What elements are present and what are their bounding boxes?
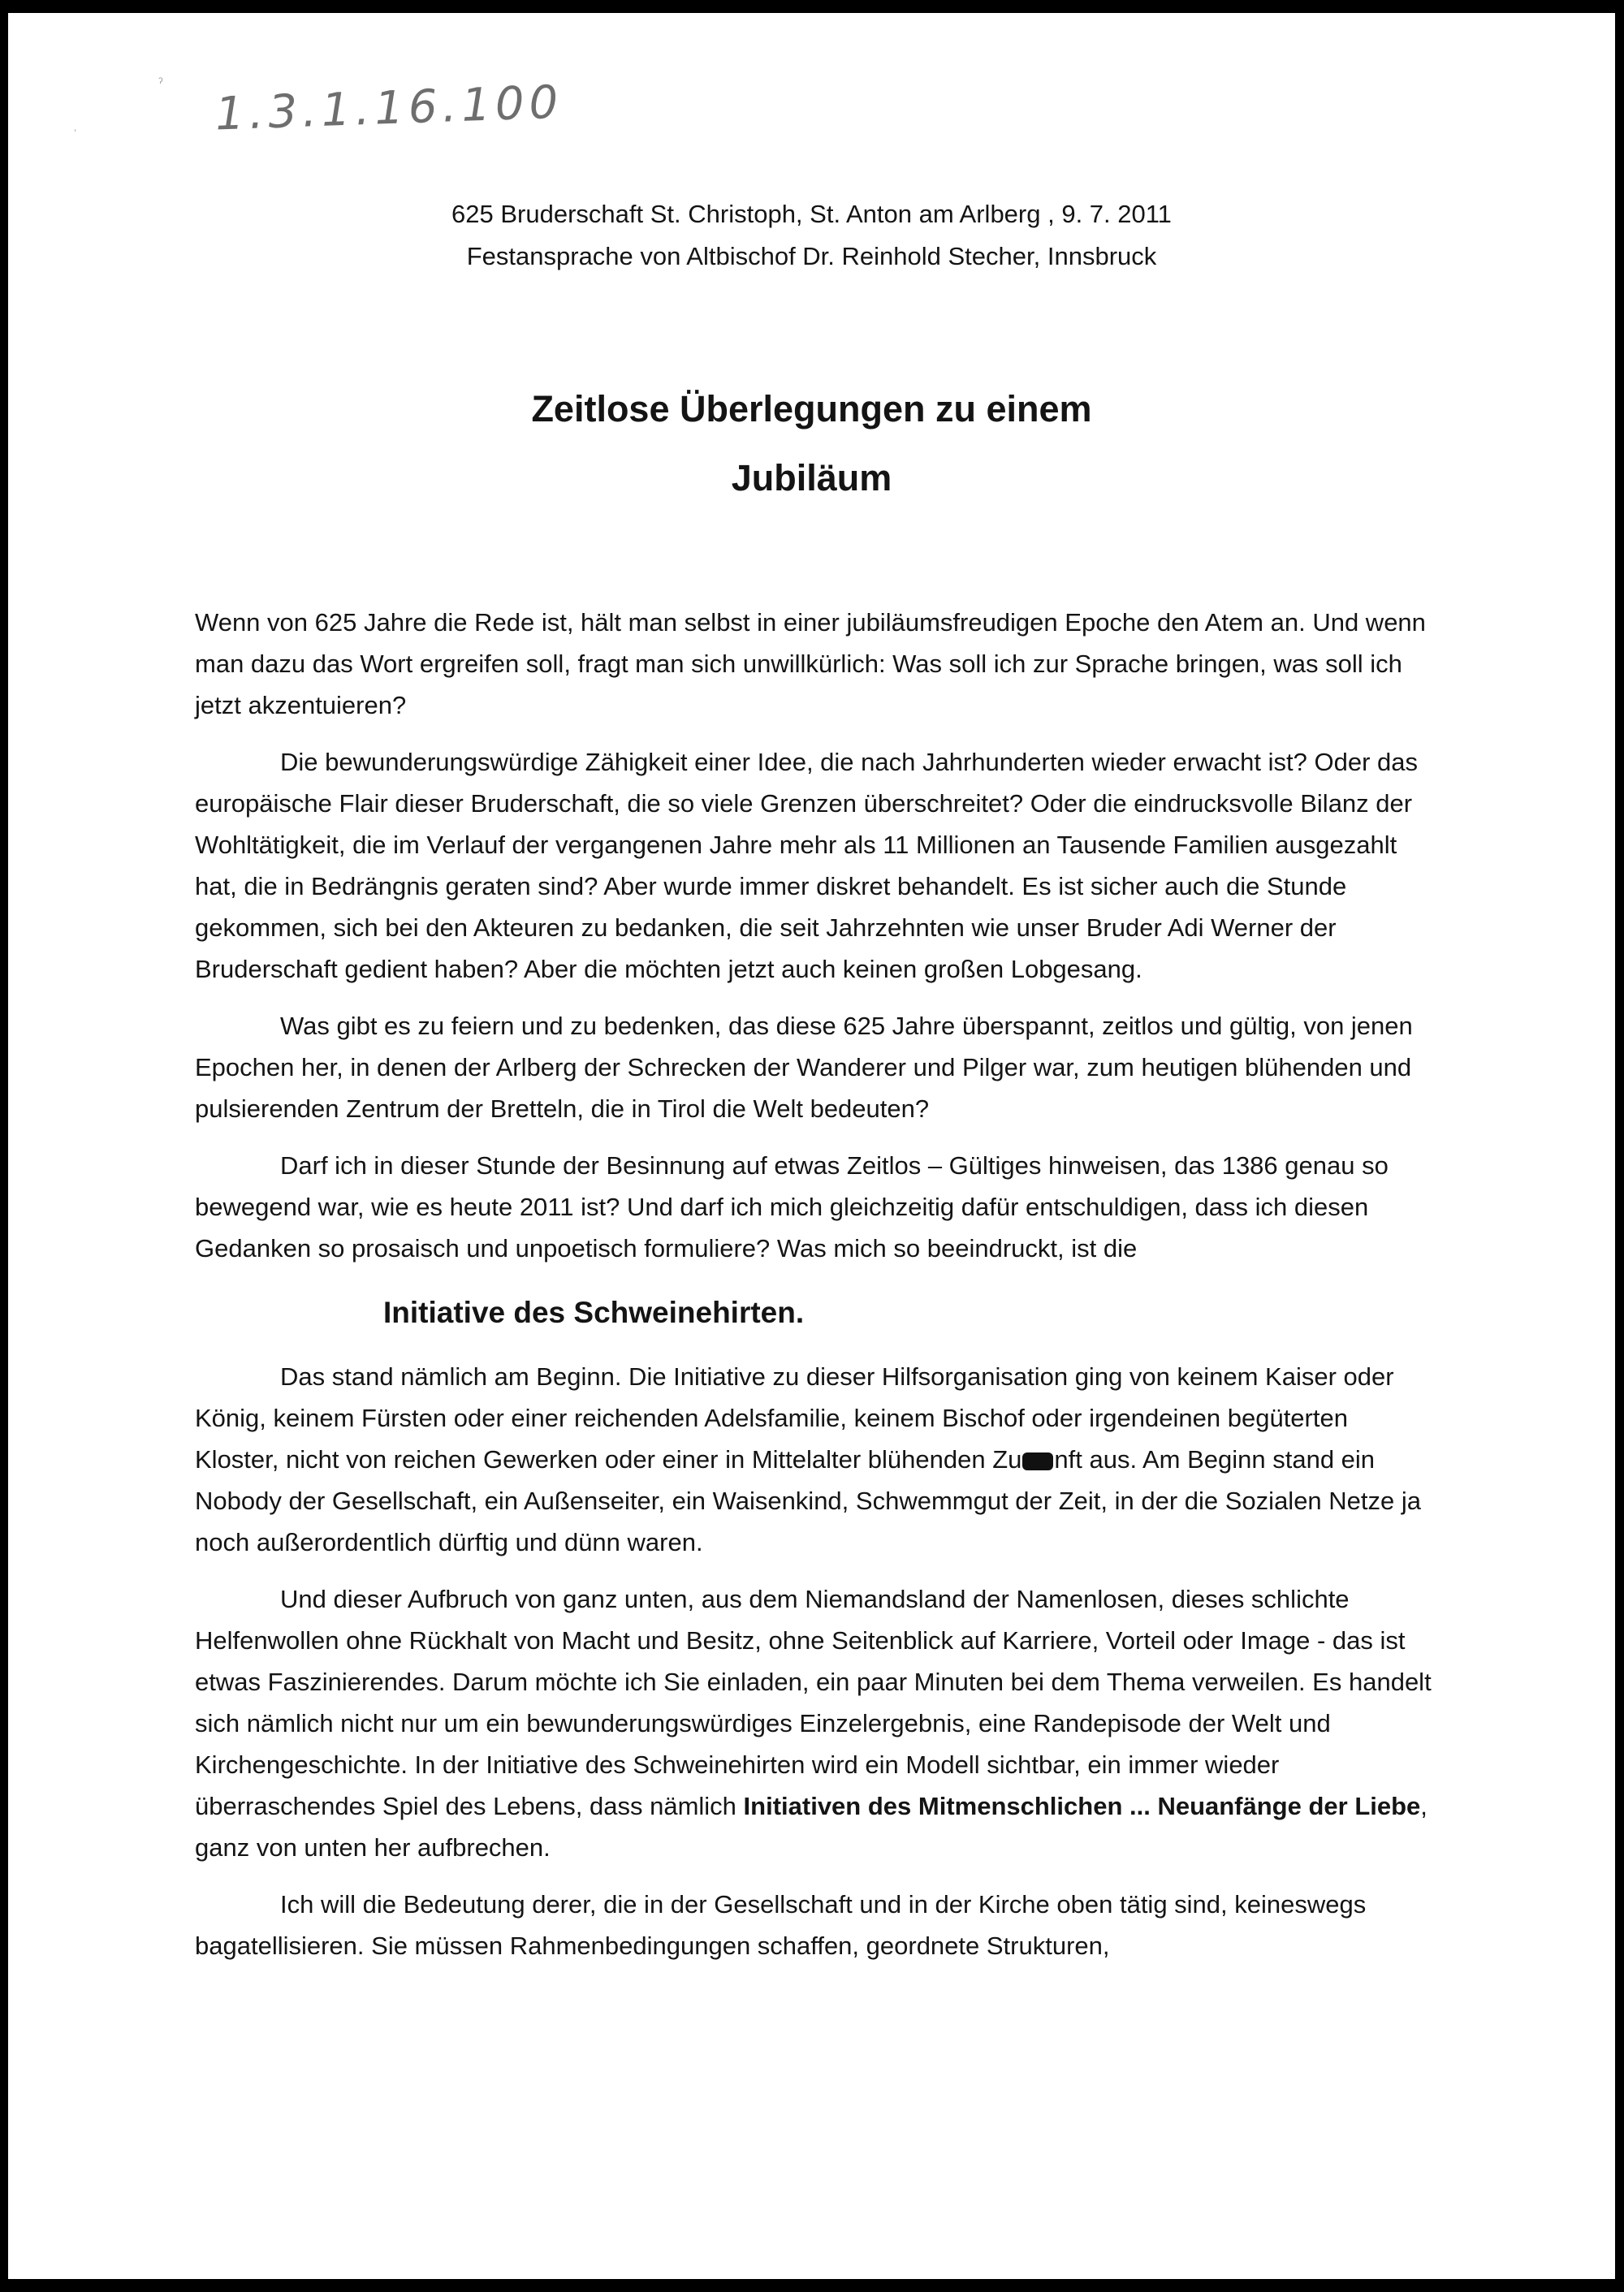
paragraph-5-end: nft aus. Am Beginn stand ein Nobody der Gesellschaft, ein Außenseiter, ein Waisenkind, Schwemmgut der Zeit, in der die Sozialen Netze ja noch außerordentlich dürftig und dünn waren. [195,1445,1422,1556]
paragraph-5 [195,1356,1437,1563]
document-header [8,193,1615,278]
scan-mark: ˌ [73,119,78,132]
scan-mark: ˀ [158,76,163,90]
header-line-2: Festansprache von Altbischof Dr. Reinhold Stecher, Innsbruck [466,242,1157,270]
paragraph-1: Wenn von 625 Jahre die Rede ist, hält man selbst in einer jubiläumsfreudigen Epoche den Atem an. Und wenn man dazu das Wort ergreifen soll, fragt man sich unwillkürlich: Was soll ich zur Sprache bringen, was soll ich jetzt akzentuieren? [195,608,1426,719]
paragraph-4: Darf ich in dieser Stunde der Besinnung auf etwas Zeitlos – Gültiges hinweisen, das 1386 genau so bewegend war, wie es heute 2011 ist? Und darf ich mich gleichzeitig dafür entschuldigen, dass ich diesen Gedanken so prosaisch und unpoetisch formuliere? Was mich so beeindruckt, ist die [195,1151,1389,1263]
paragraph-2: Die bewunderungswürdige Zähigkeit einer Idee, die nach Jahrhunderten wieder erwacht ist? Oder das europäische Flair dieser Bruderschaft, die so viele Grenzen überschreitet? Oder die eindrucksvolle Bilanz der Wohltätigkeit, die im Verlauf der vergangenen Jahre mehr als 11 Millionen an Tausende Familien ausgezahlt hat, die in Bedrängnis geraten sind? Aber wurde immer diskret behandelt. Es ist sicher auch die Stunde gekommen, sich bei den Akteuren zu bedanken, die seit Jahrzehnten wie unser Bruder Adi Werner der Bruderschaft gedient haben? Aber die möchten jetzt auch keinen großen Lobgesang. [195,748,1418,983]
paragraph-3: Was gibt es zu feiern und zu bedenken, das diese 625 Jahre überspannt, zeitlos und gültig, von jenen Epochen her, in denen der Arlberg der Schrecken der Wanderer und Pilger war, zum heutigen blühenden und pulsierenden Zentrum der Bretteln, die in Tirol die Welt bedeuten? [195,1012,1413,1123]
header-line-1: 625 Bruderschaft St. Christoph, St. Anton am Arlberg , 9. 7. 2011 [451,200,1172,228]
ink-blot [1022,1452,1053,1470]
paragraph-6-end: , ganz von unten her aufbrechen. [195,1792,1427,1862]
title-line-1: Zeitlose Überlegungen zu einem [531,388,1092,429]
paragraph-5-start: Das stand nämlich am Beginn. Die Initiative zu dieser Hilfsorganisation ging von keinem Kaiser oder König, keinem Fürsten oder einer reichenden Adelsfamilie, keinem Bischof oder irgendeinen begüterten Kloster, nicht von reichen Gewerken oder einer in Mittelalter blühenden Zu [195,1362,1394,1474]
document-title [8,374,1615,512]
paragraph-6-start: Und dieser Aufbruch von ganz unten, aus dem Niemandsland der Namenlosen, dieses schlichte Helfenwollen ohne Rückhalt von Macht und Besitz, ohne Seitenblick auf Karriere, Vorteil oder Image - das ist etwas Faszinierendes. Darum möchte ich Sie einladen, ein paar Minuten bei dem Thema verweilen. Es handelt sich nämlich nicht nur um ein bewunderungswürdiges Einzelergebnis, eine Randepisode der Welt und Kirchengeschichte. In der Initiative des Schweinehirten wird ein Modell sichtbar, ein immer wieder überraschendes Spiel des Lebens, dass nämlich [195,1585,1432,1820]
section-heading: Initiative des Schweinehirten. [383,1296,805,1329]
document-body [195,602,1437,1982]
document-page [8,13,1615,2279]
paragraph-7: Ich will die Bedeutung derer, die in der Gesellschaft und in der Kirche oben tätig sind, keineswegs bagatellisieren. Sie müssen Rahmenbedingungen schaffen, geordnete Strukturen, [195,1890,1367,1960]
title-line-2: Jubiläum [731,457,892,499]
paragraph-6-emphasis: Initiativen des Mitmenschlichen ... Neuanfänge der Liebe [743,1792,1421,1820]
paragraph-6 [195,1578,1437,1868]
handwritten-archive-number: 1.3.1.16.100 [214,76,564,141]
